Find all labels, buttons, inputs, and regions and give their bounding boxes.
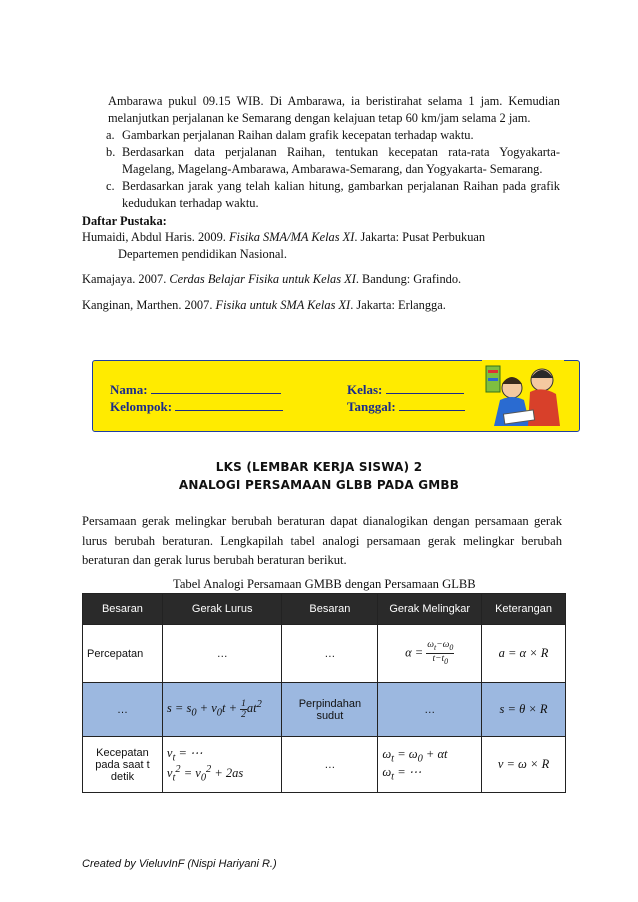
cell-melingkar[interactable]: … (378, 683, 482, 737)
nama-field[interactable] (110, 382, 281, 398)
reference-item: Kanginan, Marthen. 2007. Fisika untuk SMA Kelas XI. Jakarta: Erlangga. (82, 298, 446, 312)
cell-melingkar[interactable]: $\omega_t = \omega_0 + \alpha t$ $\omega_t$ = ⋯ (378, 737, 482, 793)
nama-line (151, 393, 281, 394)
table-header-row (83, 594, 566, 625)
header-gerak-lurus: Gerak Lurus (162, 594, 282, 625)
header-besaran: Besaran (83, 594, 163, 625)
worksheet-title: LKS (LEMBAR KERJA SISWA) 2 (215, 460, 423, 474)
kelompok-field[interactable] (110, 399, 283, 415)
table-row (83, 737, 566, 793)
cell-keterangan: a = α × R (482, 625, 566, 683)
cell-lurus: $s = s_0 + v_0t$ + $\frac{1}{2}at^2$ (162, 683, 282, 737)
task-text: Gambarkan perjalanan Raihan dalam grafik kecepatan terhadap waktu. (122, 128, 474, 142)
cell-besaran-2[interactable]: … (282, 625, 378, 683)
analogy-table (82, 593, 566, 793)
cell-besaran: Kecepatan pada saat t detik (83, 737, 163, 793)
cell-besaran[interactable]: … (83, 683, 163, 737)
students-illustration (482, 358, 564, 430)
task-a (106, 127, 560, 144)
table-row (83, 625, 566, 683)
kelas-line (386, 393, 464, 394)
intro-paragraph: Ambarawa pukul 09.15 WIB. Di Ambarawa, ia beristirahat selama 1 jam. Kemudian melanjutkan perjalanan ke Semarang dengan kelajuan tetap 60 km/jam selama 2 jam. (108, 94, 560, 125)
nama-label: Nama: (110, 382, 148, 397)
task-c (106, 178, 560, 212)
cell-melingkar: α = $\frac{\omega_t-\omega_0}{t-t_0}$ (378, 625, 482, 683)
task-b (106, 144, 560, 178)
footer-credit: Created by VieluvInF (Nispi Hariyani R.) (82, 858, 277, 870)
reference-item: Humaidi, Abdul Haris. 2009. Fisika SMA/MA Kelas XI. Jakarta: Pusat Perbukuan (82, 230, 486, 244)
kelompok-label: Kelompok: (110, 399, 173, 414)
tanggal-line (399, 410, 465, 411)
task-label: c. (106, 179, 115, 193)
tanggal-field[interactable] (347, 399, 465, 415)
kelompok-line (175, 410, 283, 411)
reference-item: Kamajaya. 2007. Cerdas Belajar Fisika untuk Kelas XI. Bandung: Grafindo. (82, 272, 462, 286)
task-text: Berdasarkan data perjalanan Raihan, tentukan kecepatan rata-rata Yogyakarta-Magelang, Magelang-Ambarawa, Ambarawa-Semarang, dan Yogyakarta- Semarang. (122, 145, 560, 176)
kelas-field[interactable] (347, 382, 464, 398)
task-text: Berdasarkan jarak yang telah kalian hitung, gambarkan perjalanan Raihan pada grafik kedudukan terhadap waktu. (122, 179, 560, 210)
task-label: a. (106, 128, 115, 142)
header-keterangan: Keterangan (482, 594, 566, 625)
cell-besaran-2[interactable]: … (282, 737, 378, 793)
task-label: b. (106, 145, 116, 159)
cell-besaran-2: Perpindahan sudut (282, 683, 378, 737)
cell-besaran: Percepatan (83, 625, 163, 683)
cell-lurus[interactable]: … (162, 625, 282, 683)
worksheet-subtitle: ANALOGI PERSAMAAN GLBB PADA GMBB (178, 478, 460, 492)
worksheet-paragraph: Persamaan gerak melingkar berubah beraturan dapat dianalogikan dengan persamaan gerak lurus berubah beraturan. Lengkapilah tabel analogi persamaan gerak melingkar berubah beraturan dan gerak lurus berubah beraturan berikut. (82, 514, 562, 567)
tanggal-label: Tanggal: (347, 399, 396, 414)
cell-keterangan: s = θ × R (482, 683, 566, 737)
table-row (83, 683, 566, 737)
references-heading: Daftar Pustaka: (82, 214, 167, 228)
cell-lurus[interactable]: $v_t$ = ⋯ $v_t^2 = v_0^2 + 2as$ (162, 737, 282, 793)
header-besaran-2: Besaran (282, 594, 378, 625)
header-gerak-melingkar: Gerak Melingkar (378, 594, 482, 625)
cell-keterangan: v = ω × R (482, 737, 566, 793)
kelas-label: Kelas: (347, 382, 383, 397)
reference-item-cont: Departemen pendidikan Nasional. (118, 247, 287, 261)
table-caption: Tabel Analogi Persamaan GMBB dengan Persamaan GLBB (173, 577, 476, 591)
